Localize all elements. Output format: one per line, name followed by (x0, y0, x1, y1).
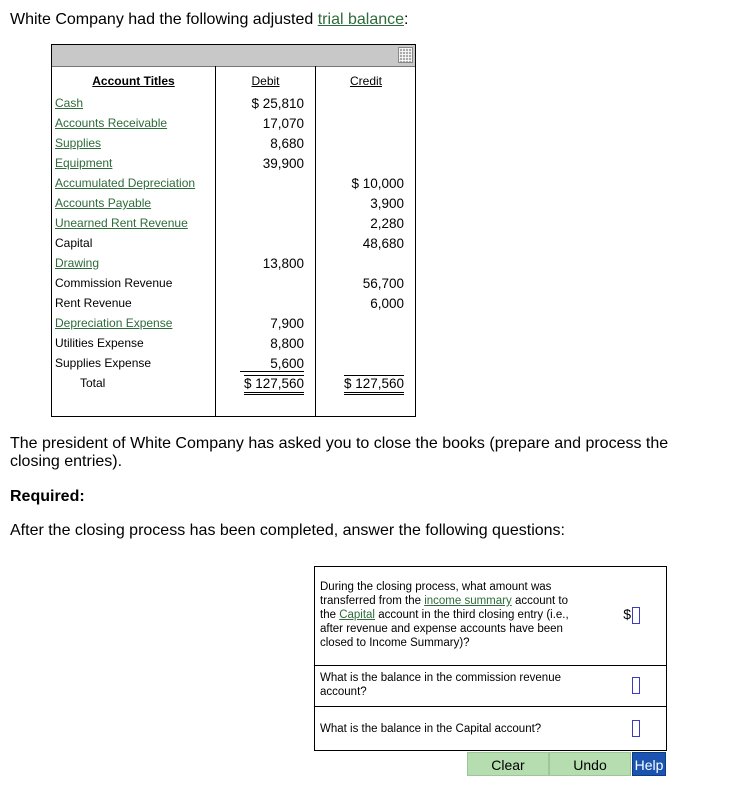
credit-amount: 48,680 (362, 236, 404, 251)
trial-balance-link[interactable]: trial balance (317, 11, 405, 28)
total-credit: $ 127,560 (344, 375, 404, 395)
account-title: Capital (55, 236, 93, 250)
answer-cell (631, 677, 640, 694)
debit-amount: 8,800 (270, 336, 304, 351)
account-title: Supplies Expense (55, 356, 152, 370)
capital-balance-input[interactable] (632, 720, 640, 737)
table-row (52, 133, 415, 153)
table-row (52, 173, 415, 193)
dollar-sign: $ (623, 606, 631, 623)
question-row-transfer (315, 567, 666, 666)
credit-amount: 3,900 (370, 196, 404, 211)
header-debit: Debit (251, 74, 280, 88)
credit-amount: $ 10,000 (351, 176, 404, 191)
clear-button[interactable]: Clear (467, 752, 549, 776)
credit-amount: 6,000 (370, 296, 404, 311)
table-row (52, 353, 415, 373)
debit-amount: 17,070 (262, 116, 304, 131)
question-text: During the closing process, what amount was transferred from the income summary account to the Capital account in the third closing entry (i.e., after revenue and expense accounts have been closed to Income Summary)? (320, 581, 569, 649)
table-row (52, 313, 415, 333)
question-text: What is the balance in the commission revenue account? (320, 672, 561, 698)
account-title: Commission Revenue (55, 276, 173, 290)
debit-amount: 8,680 (270, 136, 304, 151)
undo-button[interactable]: Undo (549, 752, 631, 776)
debit-amount: 13,800 (262, 256, 304, 271)
debit-amount: 39,900 (262, 156, 304, 171)
trial-balance-table (51, 44, 416, 417)
table-row (52, 253, 415, 273)
account-title: Utilities Expense (55, 336, 144, 350)
table-row (52, 113, 415, 133)
account-title[interactable]: Depreciation Expense (55, 316, 173, 330)
account-title: Rent Revenue (55, 296, 132, 310)
account-title[interactable]: Drawing (55, 256, 100, 270)
grip-icon[interactable] (398, 47, 413, 63)
credit-amount: 56,700 (362, 276, 404, 291)
income-summary-link[interactable]: income summary (424, 595, 512, 607)
table-row (52, 273, 415, 293)
intro-text: White Company had the following adjusted trial balance: (10, 11, 409, 28)
total-label: Total (80, 376, 106, 390)
account-title[interactable]: Accounts Payable (55, 196, 152, 210)
total-row (52, 373, 415, 393)
table-row (52, 293, 415, 313)
help-button[interactable]: Help (632, 752, 666, 776)
table-row (52, 233, 415, 253)
capital-link[interactable]: Capital (339, 609, 375, 621)
account-title[interactable]: Cash (55, 96, 84, 110)
account-title[interactable]: Equipment (55, 156, 113, 170)
debit-amount: 5,600 (240, 356, 304, 372)
header-credit: Credit (349, 74, 382, 88)
header-account-titles: Account Titles (92, 74, 175, 88)
table-row (52, 193, 415, 213)
question-row-capital (315, 707, 666, 751)
commission-balance-input[interactable] (632, 677, 640, 694)
table-row (52, 213, 415, 233)
question-row-commission (315, 666, 666, 707)
table-header (52, 74, 415, 90)
president-paragraph: The president of White Company has asked you to close the books (prepare and process the closing entries). (10, 435, 669, 470)
table-row (52, 153, 415, 173)
account-title[interactable]: Supplies (55, 136, 102, 150)
credit-amount: 2,280 (370, 216, 404, 231)
answer-cell (631, 720, 640, 737)
required-heading: Required: (10, 488, 85, 505)
question-text: What is the balance in the Capital account? (320, 723, 542, 735)
account-title[interactable]: Accumulated Depreciation (55, 176, 196, 190)
debit-amount: $ 25,810 (251, 96, 304, 111)
table-body (52, 93, 415, 393)
table-scrollbar[interactable] (52, 45, 415, 67)
total-debit: $ 127,560 (244, 375, 304, 395)
table-row (52, 333, 415, 353)
debit-amount: 7,900 (270, 316, 304, 331)
questions-table (314, 566, 667, 751)
instructions-text: After the closing process has been completed, answer the following questions: (10, 522, 565, 539)
account-title[interactable]: Unearned Rent Revenue (55, 216, 188, 230)
table-row (52, 93, 415, 113)
answer-cell (623, 607, 640, 624)
transfer-amount-input[interactable] (632, 607, 640, 624)
account-title[interactable]: Accounts Receivable (55, 116, 168, 130)
